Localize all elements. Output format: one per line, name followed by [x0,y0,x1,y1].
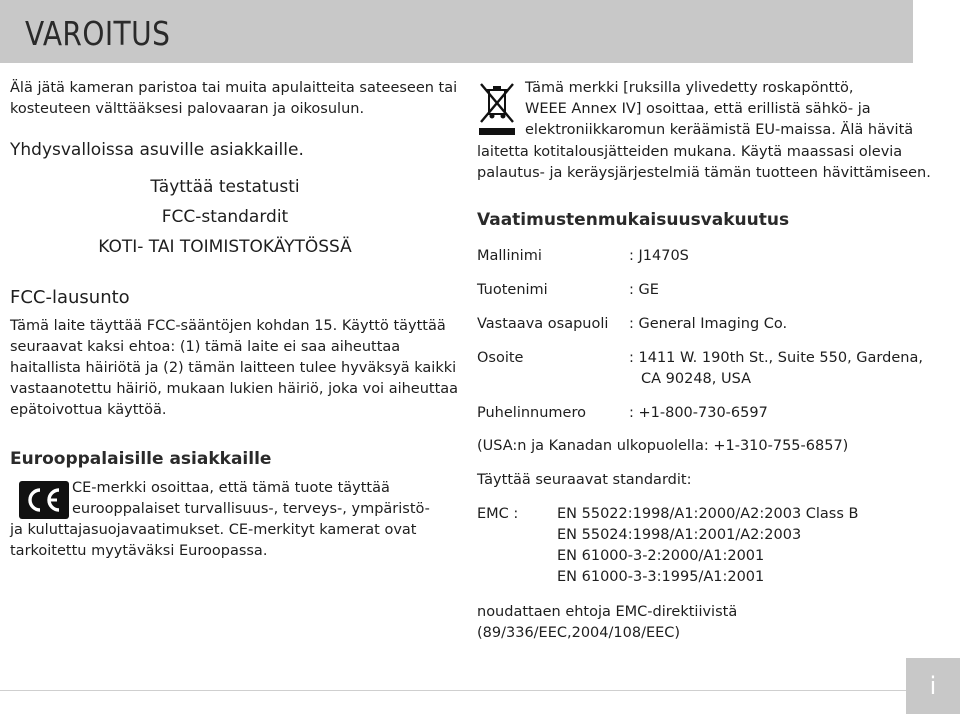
ce-text-line-3: ja kuluttajasuojavaatimukset. CE-merkityt kamerat ovat [10,522,417,538]
footer-divider [0,690,906,691]
fcc-text-line-2: seuraavat kaksi ehtoa: (1) tämä laite ei saa aiheuttaa [10,339,401,355]
emc-standard-1: EN 55022:1998/A1:2000/A2:2003 Class B [557,506,859,522]
weee-text-line-5: palautus- ja keräysjärjestelmiä tämän tuotteen hävittämiseen. [477,165,931,181]
model-value: : J1470S [629,248,689,264]
weee-text-line-2: WEEE Annex IV] osoittaa, että erillistä sähkö- ja [525,101,871,117]
fcc-heading: FCC-lausunto [10,287,130,308]
battery-warning-line-1: Älä jätä kameran paristoa tai muita apulaitteita sateeseen tai [10,80,458,96]
ce-text-line-4: tarkoitettu myytäväksi Euroopassa. [10,543,268,559]
phone-value: : +1-800-730-6597 [629,405,768,421]
emc-standard-2: EN 55024:1998/A1:2001/A2:2003 [557,527,802,543]
us-customers-heading: Yhdysvalloissa asuville asiakkaille. [10,140,304,160]
directive-line-1: noudattaen ehtoja EMC-direktiivistä [477,604,738,620]
tested-line-3: KOTI- TAI TOIMISTOKÄYTÖSSÄ [98,237,352,257]
fcc-text-line-3: haitallista häiriötä ja (2) tämän laitteen tulee hyväksyä kaikki [10,360,457,376]
weee-text-line-3: elektroniikkaromun keräämistä EU-maissa. Älä hävitä [525,122,914,138]
phone-label: Puhelinnumero [477,405,586,421]
weee-text-line-4: laitetta kotitalousjätteiden mukana. Käytä maassasi olevia [477,144,903,160]
tested-line-2: FCC-standardit [161,207,289,227]
responsible-label: Vastaava osapuoli [477,316,609,332]
responsible-value: : General Imaging Co. [629,316,788,332]
directive-line-2: (89/336/EEC,2004/108/EEC) [477,625,681,641]
crossed-bin-icon [477,80,517,138]
emc-standard-3: EN 61000-3-2:2000/A1:2001 [557,548,765,564]
model-label: Mallinimi [477,248,542,264]
ce-text-line-2: eurooppalaiset turvallisuus-, terveys-, ympäristö- [72,501,430,517]
battery-warning-line-2: kosteuteen välttääksesi palovaaran ja oikosulun. [10,101,365,117]
phone-note: (USA:n ja Kanadan ulkopuolella: +1-310-755-6857) [477,438,849,454]
eu-heading: Eurooppalaisille asiakkaille [10,449,272,469]
ce-mark-icon [19,481,69,519]
ce-text-line-1: CE-merkki osoittaa, että tämä tuote täyttää [72,480,390,496]
fcc-text-line-5: epätoivottua käyttöä. [10,402,167,418]
emc-standard-4: EN 61000-3-3:1995/A1:2001 [557,569,765,585]
address-value-line-1: : 1411 W. 190th St., Suite 550, Gardena, [629,350,923,366]
page-title: VAROITUS [25,14,171,53]
address-label: Osoite [477,350,524,366]
header-bar [0,0,913,63]
address-value-line-2: CA 90248, USA [641,371,752,387]
brand-value: : GE [629,282,659,298]
emc-label: EMC : [477,506,519,522]
fcc-text-line-1: Tämä laite täyttää FCC-sääntöjen kohdan 15. Käyttö täyttää [10,318,446,334]
standards-intro: Täyttää seuraavat standardit: [477,472,692,488]
weee-text-line-1: Tämä merkki [ruksilla ylivedetty roskapönttö, [525,80,854,96]
brand-label: Tuotenimi [477,282,548,298]
conformity-heading: Vaatimustenmukaisuusvakuutus [477,210,790,230]
tested-line-1: Täyttää testatusti [150,177,300,197]
page-tab: i [906,658,960,714]
fcc-text-line-4: vastaanotettu häiriö, mukaan lukien häiriö, joka voi aiheuttaa [10,381,459,397]
